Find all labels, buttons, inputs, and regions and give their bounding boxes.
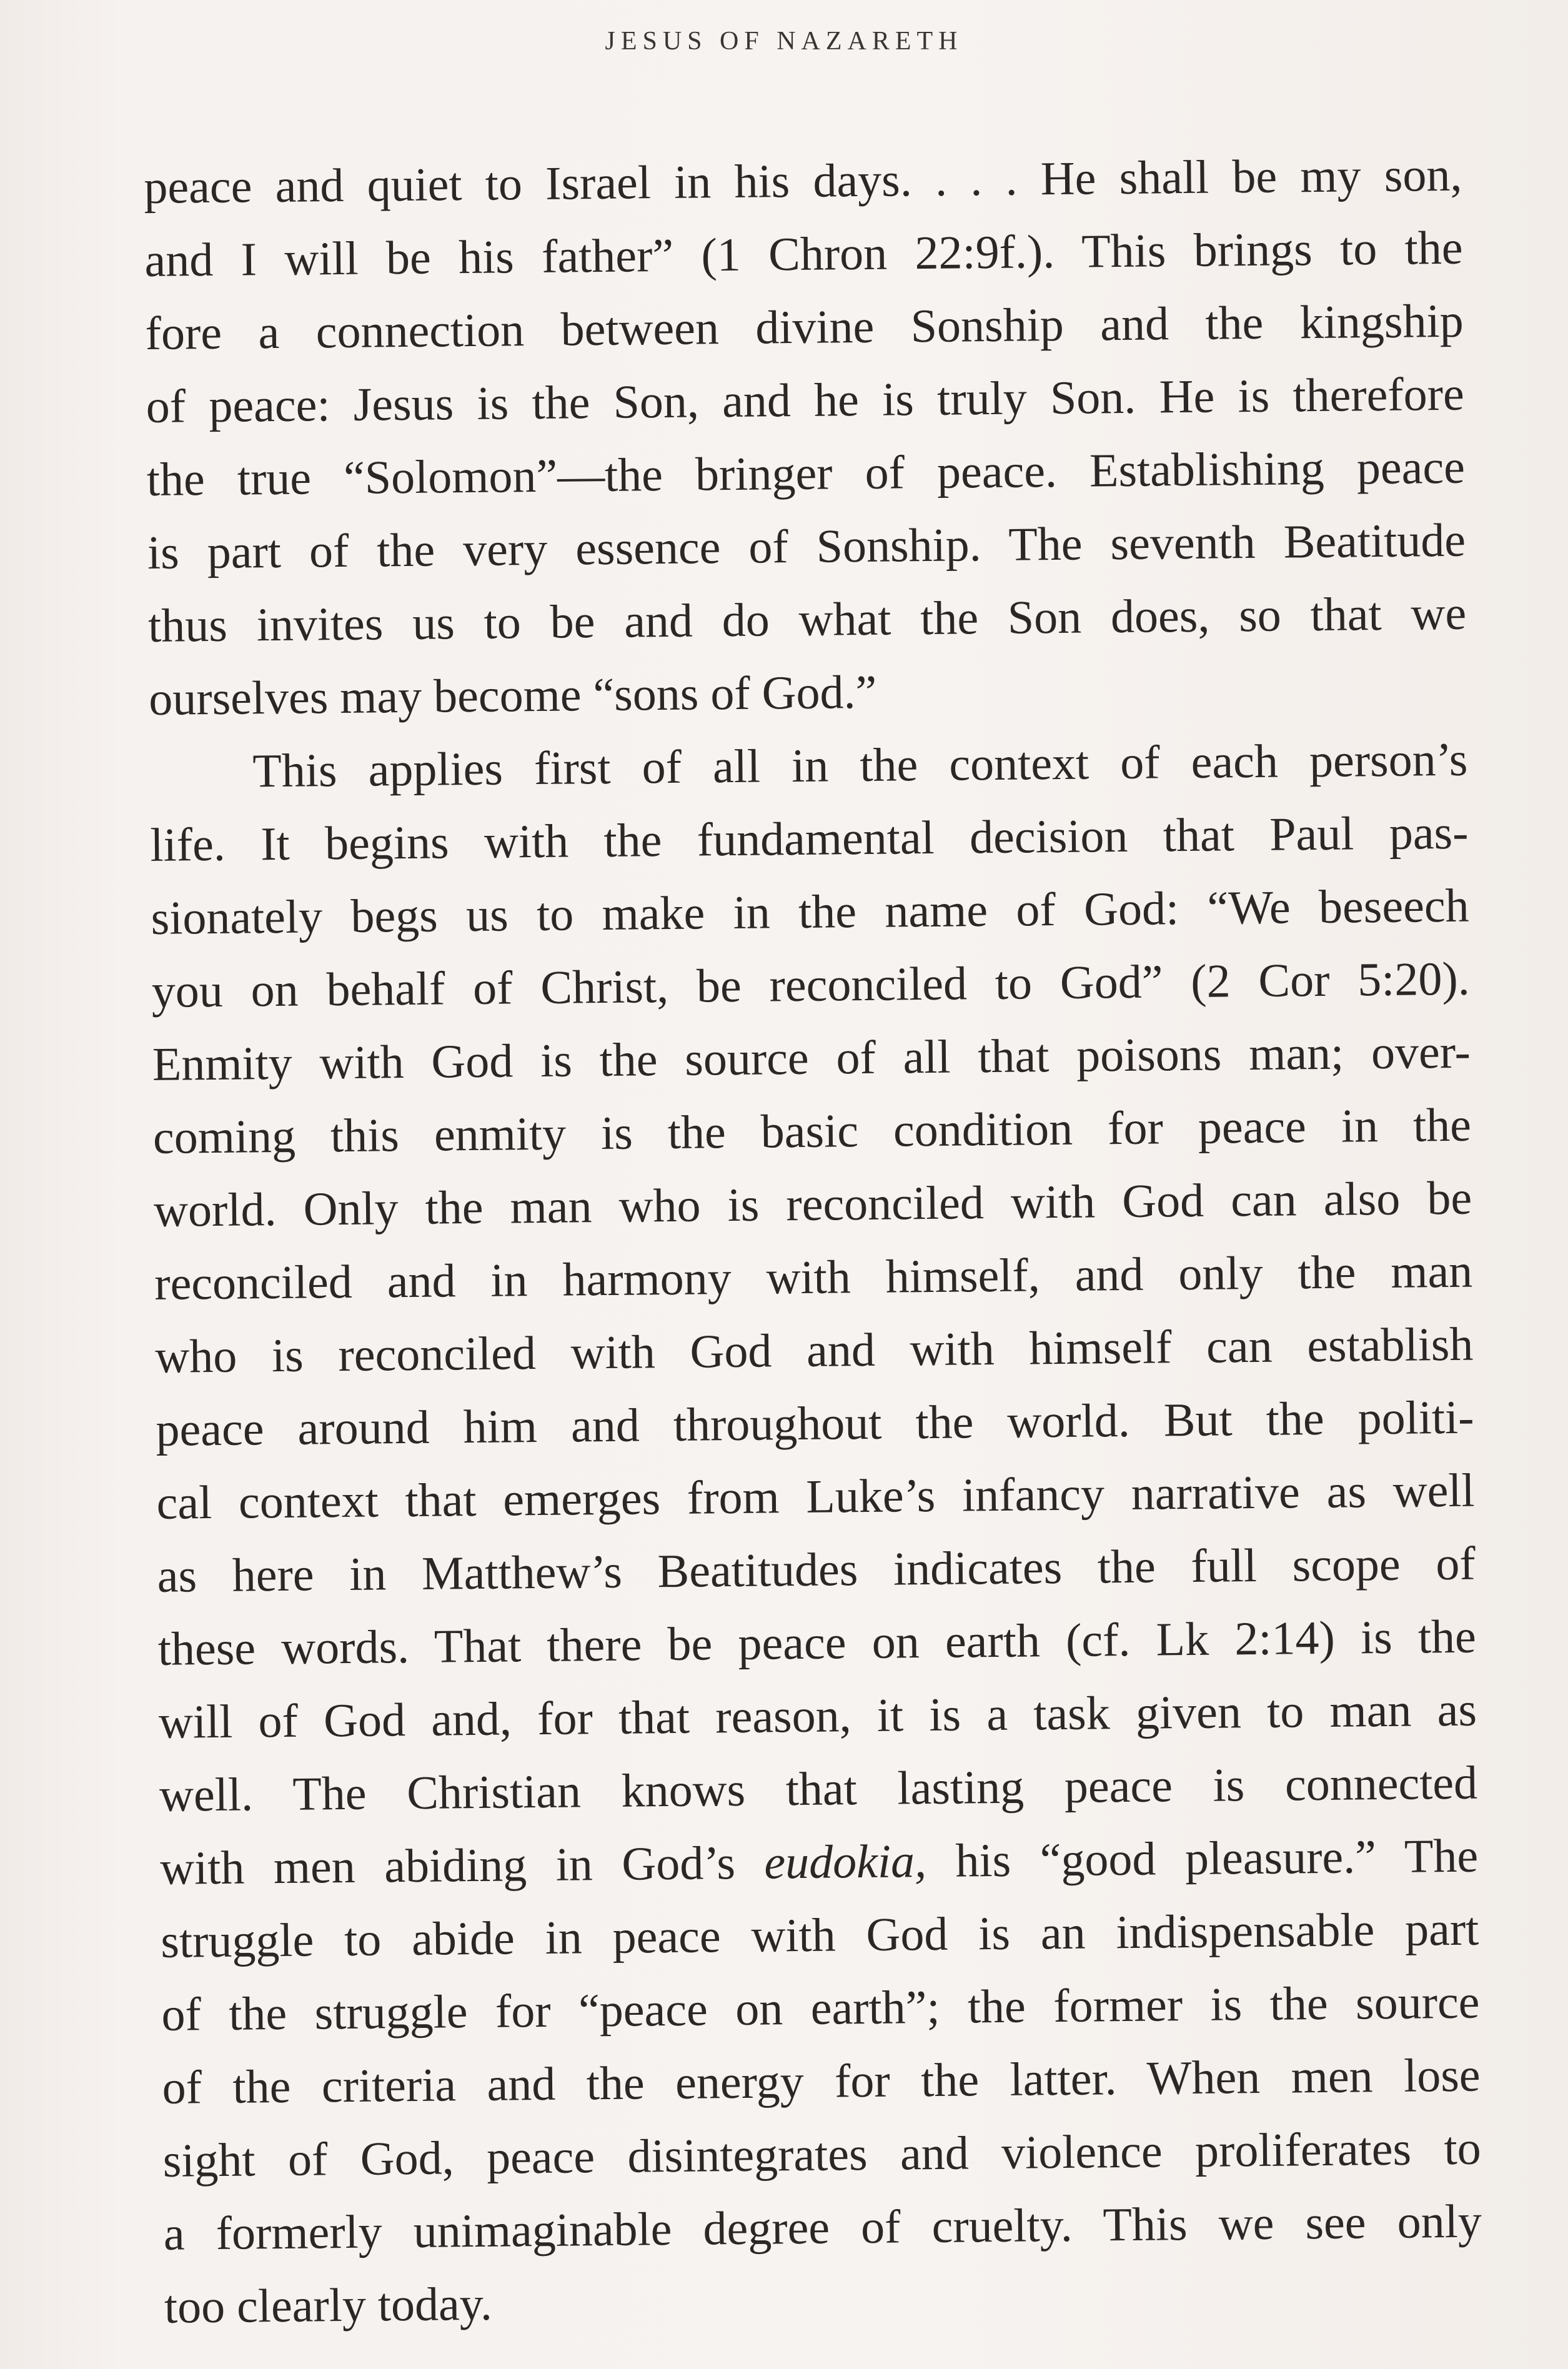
text-line: of the struggle for “peace on earth”; the former is the source [161,1975,1480,2041]
text-line: sionately begs us to make in the name of God: “We beseech [151,879,1469,945]
text-line: world. Only the man who is reconciled with God can also be [153,1171,1472,1237]
text-line: and I will be his father” (1 Chron 22:9f.). This brings to the [144,221,1463,287]
text-line: well. The Christian knows that lasting peace is connected [159,1756,1478,1822]
text-line-with-italic [160,1828,1479,1897]
text-line: reconciled and in harmony with himself, and only the man [154,1244,1473,1310]
text-line: fore a connection between divine Sonship and the kingship [145,294,1464,360]
text-line: life. It begins with the fundamental decision that Paul pas- [150,806,1469,872]
text-line: a formerly unimaginable degree of cruelty. This we see only [163,2195,1482,2260]
running-head: JESUS OF NAZARETH [605,27,963,56]
line-segment: with men abiding in God’s [159,1837,736,1895]
text-line: of peace: Jesus is the Son, and he is truly Son. He is therefore [146,367,1465,433]
text-line: sight of God, peace disintegrates and violence proliferates to [162,2122,1482,2187]
text-line: coming this enmity is the basic condition for peace in the [152,1098,1472,1164]
text-line: is part of the very essence of Sonship. The seventh Beatitude [147,514,1466,579]
text-line: these words. That there be peace on earth (cf. Lk 2:14) is the [157,1610,1477,1676]
text-line: ourselves may become “sons of God.” [148,665,877,725]
text-line: Enmity with God is the source of all that poisons man; over- [152,1025,1471,1091]
text-line: the true “Solomon”—the bringer of peace. Establishing peace [146,440,1466,506]
text-line: peace around him and throughout the world. But the politi- [156,1391,1474,1456]
text-line: of the criteria and the energy for the latter. When men lose [162,2049,1481,2114]
text-line: too clearly today. [164,2277,493,2333]
text-line: you on behalf of Christ, be reconciled to God” (2 Cor 5:20). [151,952,1471,1018]
text-line: who is reconciled with God and with himself can establish [154,1318,1474,1383]
text-line: as here in Matthew’s Beatitudes indicates the full scope of [157,1537,1476,1602]
text-line: cal context that emerges from Luke’s infancy narrative as well [156,1464,1475,1529]
text-line: thus invites us to be and do what the Son does, so that we [147,587,1467,652]
text-line: struggle to abide in peace with God is an indispensable part [160,1902,1479,1968]
text-line: will of God and, for that reason, it is a task given to man as [158,1683,1477,1749]
italic-term: eudokia, [764,1835,927,1889]
line-segment: his “good pleasure.” The [955,1829,1479,1887]
body-text [144,147,1482,2333]
text-line: This applies first of all in the context of each person’s [252,733,1468,798]
text-line: peace and quiet to Israel in his days. . . . He shall be my son, [144,148,1462,214]
